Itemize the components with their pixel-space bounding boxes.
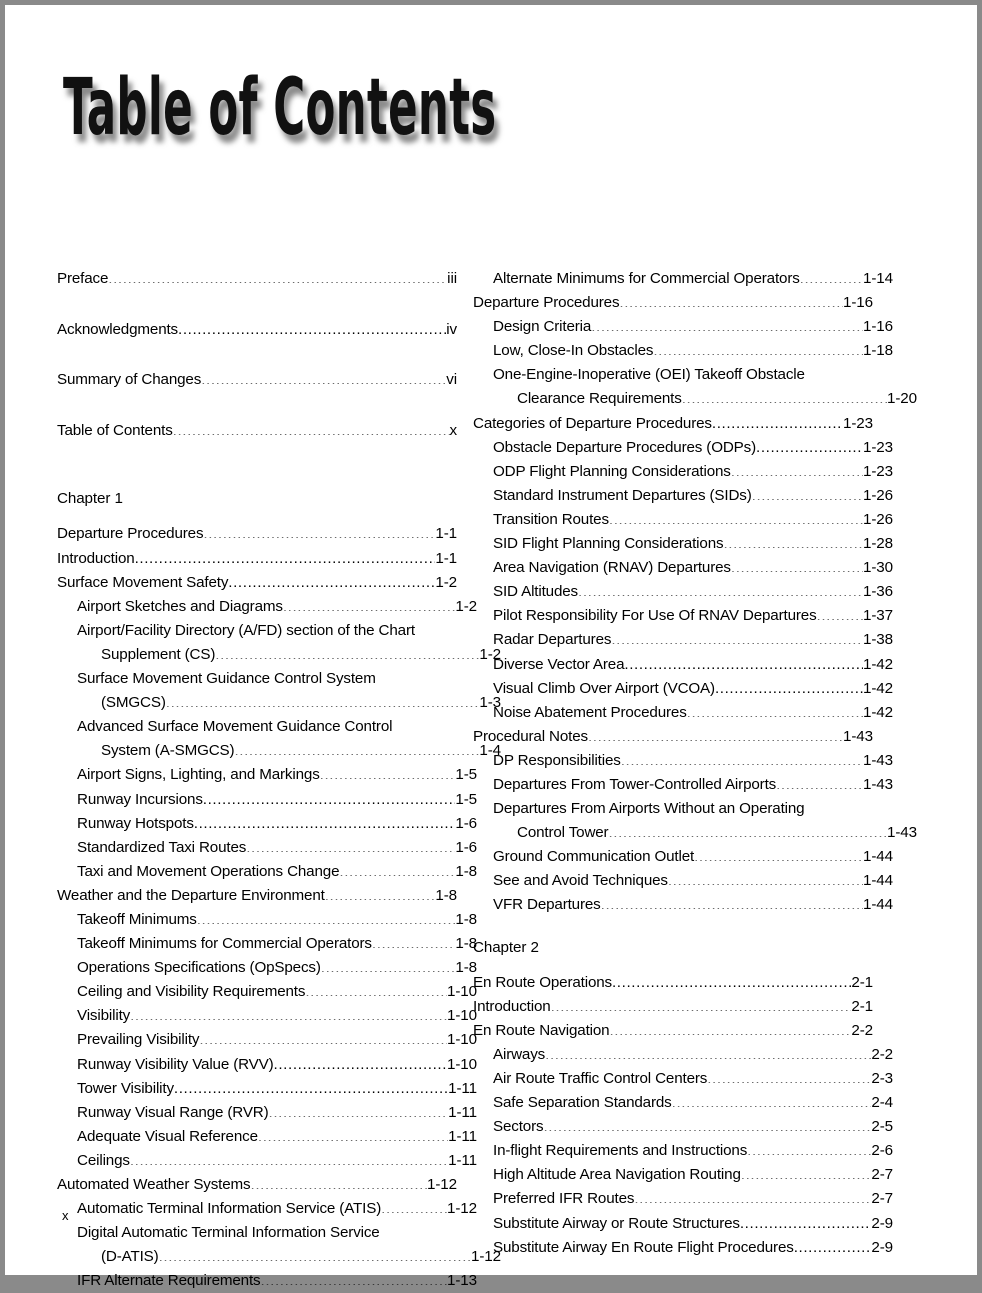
- toc-dot-leader: [817, 605, 863, 620]
- toc-entry[interactable]: [473, 363, 873, 387]
- toc-entry-page-number: 1-8: [455, 910, 477, 928]
- toc-entry-title: ODP Flight Planning Considerations: [493, 462, 731, 480]
- toc-dot-leader: [653, 340, 863, 355]
- toc-entry[interactable]: [57, 956, 477, 980]
- toc-dot-leader: [609, 509, 863, 524]
- toc-entry-page-number: 1-30: [863, 559, 893, 577]
- toc-dot-leader: [159, 1246, 471, 1261]
- toc-entry[interactable]: [57, 1125, 477, 1149]
- toc-entry-page-number: 1-23: [843, 414, 873, 432]
- toc-dot-leader: [747, 1140, 871, 1155]
- toc-entry[interactable]: [57, 1077, 477, 1101]
- toc-dot-leader: [199, 1029, 447, 1044]
- toc-entry-page-number: 1-6: [455, 814, 477, 832]
- chapter-label: Chapter 1: [57, 490, 123, 508]
- toc-entry-title: Sectors: [493, 1118, 544, 1136]
- toc-dot-leader: [591, 316, 863, 331]
- toc-dot-leader: [551, 996, 852, 1011]
- toc-entry[interactable]: [473, 1212, 893, 1236]
- toc-entry-page-number: 1-18: [863, 342, 893, 360]
- toc-entry-page-number: 2-6: [871, 1142, 893, 1160]
- toc-entry-title: Design Criteria: [493, 318, 592, 336]
- toc-dot-leader: [712, 412, 843, 427]
- toc-entry-title: Operations Specifications (OpSpecs): [77, 959, 321, 977]
- toc-entry-page-number: 1-13: [447, 1272, 477, 1290]
- toc-dot-leader: [687, 702, 863, 717]
- toc-dot-leader: [305, 981, 447, 996]
- toc-entry[interactable]: [473, 580, 893, 604]
- toc-entry-title: Advanced Surface Movement Guidance Control: [77, 718, 393, 736]
- toc-dot-leader: [624, 653, 863, 668]
- toc-entry[interactable]: [57, 1197, 477, 1221]
- toc-dot-leader: [723, 533, 863, 548]
- toc-entry-title: One-Engine-Inoperative (OEI) Takeoff Obstacle: [493, 366, 805, 384]
- toc-entry[interactable]: [473, 1019, 873, 1043]
- toc-entry-title: Runway Visual Range (RVR): [77, 1103, 269, 1121]
- toc-entry[interactable]: [473, 821, 917, 845]
- toc-entry-title: VFR Departures: [493, 896, 601, 914]
- toc-entry[interactable]: [473, 893, 893, 917]
- toc-entry-title: See and Avoid Techniques: [493, 872, 668, 890]
- toc-entry-title: High Altitude Area Navigation Routing: [493, 1166, 741, 1184]
- toc-entry-page-number: 2-2: [871, 1045, 893, 1063]
- toc-entry-page-number: 1-12: [447, 1200, 477, 1218]
- toc-entry-page-number: 1-23: [863, 462, 893, 480]
- toc-dot-leader: [108, 268, 447, 283]
- toc-entry-page-number: 1-20: [887, 390, 917, 408]
- toc-entry-page-number: 1-43: [863, 751, 893, 769]
- toc-entry[interactable]: [57, 908, 477, 932]
- toc-entry[interactable]: [473, 339, 893, 363]
- toc-entry-title: Airways: [493, 1045, 546, 1063]
- toc-entry-page-number: 2-2: [851, 1021, 873, 1039]
- toc-entry[interactable]: [473, 995, 873, 1019]
- toc-dot-leader: [261, 1270, 448, 1285]
- toc-entry-page-number: iii: [447, 270, 457, 287]
- toc-dot-leader: [672, 1092, 872, 1107]
- toc-entry-page-number: 1-8: [455, 862, 477, 880]
- toc-entry-page-number: 1-16: [863, 318, 893, 336]
- toc-entry-title: Safe Separation Standards: [493, 1094, 672, 1112]
- toc-entry[interactable]: [473, 1043, 893, 1067]
- toc-entry-page-number: 1-8: [435, 886, 457, 904]
- toc-entry-title: Categories of Departure Procedures: [473, 414, 712, 432]
- toc-entry-page-number: 1-43: [887, 824, 917, 842]
- toc-entry[interactable]: [57, 691, 501, 715]
- toc-dot-leader: [130, 1005, 447, 1020]
- toc-entry-title: Departure Procedures: [473, 294, 620, 312]
- toc-entry[interactable]: [57, 667, 457, 691]
- toc-dot-leader: [283, 596, 456, 611]
- toc-entry[interactable]: [57, 715, 457, 739]
- toc-entry-title: Weather and the Departure Environment: [57, 886, 325, 904]
- toc-entry-title: Runway Visibility Value (RVV): [77, 1055, 274, 1073]
- toc-entry[interactable]: [57, 1269, 477, 1293]
- toc-dot-leader: [258, 1126, 448, 1141]
- toc-entry[interactable]: [57, 595, 477, 619]
- toc-dot-leader: [228, 571, 435, 586]
- toc-entry-title: Takeoff Minimums for Commercial Operators: [77, 935, 372, 953]
- toc-entry[interactable]: [57, 547, 457, 571]
- toc-dot-leader: [668, 870, 863, 885]
- toc-columns: [5, 267, 977, 1290]
- toc-entry-page-number: 1-42: [863, 703, 893, 721]
- toc-entry-title: Alternate Minimums for Commercial Operators: [493, 270, 800, 287]
- toc-dot-leader: [135, 547, 436, 562]
- toc-dot-leader: [269, 1102, 449, 1117]
- toc-entry[interactable]: [473, 484, 893, 508]
- toc-entry-title: Tower Visibility: [77, 1079, 174, 1097]
- toc-entry-title: Noise Abatement Procedures: [493, 703, 687, 721]
- toc-dot-leader: [800, 268, 863, 283]
- toc-dot-leader: [197, 909, 456, 924]
- toc-dot-leader: [756, 436, 863, 451]
- toc-entry-page-number: 1-10: [447, 1055, 477, 1073]
- toc-dot-leader: [246, 837, 455, 852]
- toc-entry-title: Acknowledgments: [57, 320, 179, 338]
- toc-entry[interactable]: [473, 1187, 893, 1211]
- toc-entry[interactable]: [473, 1236, 893, 1260]
- toc-entry[interactable]: [57, 788, 477, 812]
- toc-dot-leader: [543, 1116, 871, 1131]
- toc-entry-title: Standardized Taxi Routes: [77, 838, 247, 856]
- toc-entry-title: En Route Operations: [473, 973, 612, 991]
- toc-entry[interactable]: [473, 532, 893, 556]
- toc-right-column: [473, 267, 917, 1260]
- toc-entry-title: Introduction: [57, 549, 135, 567]
- toc-entry[interactable]: [473, 677, 893, 701]
- toc-entry-page-number: 1-14: [863, 270, 893, 287]
- toc-entry-title: Preface: [57, 270, 109, 287]
- toc-entry-page-number: 1-11: [448, 1079, 477, 1097]
- toc-entry-title: Runway Incursions: [77, 790, 203, 808]
- toc-dot-leader: [634, 1188, 871, 1203]
- toc-entry-title: Airport Signs, Lighting, and Markings: [77, 766, 320, 784]
- toc-dot-leader: [609, 1020, 851, 1035]
- toc-entry[interactable]: [473, 869, 893, 893]
- toc-entry-page-number: 2-9: [871, 1238, 893, 1256]
- toc-dot-leader: [776, 774, 863, 789]
- toc-front-matter-entry[interactable]: [57, 419, 457, 443]
- toc-entry-page-number: 2-3: [871, 1070, 893, 1087]
- section-gap: [473, 918, 873, 936]
- toc-entry-title: IFR Alternate Requirements: [77, 1272, 261, 1290]
- toc-entry[interactable]: [473, 508, 893, 532]
- toc-entry-title: Airport/Facility Directory (A/FD) section of the Chart: [77, 621, 415, 639]
- toc-entry-title: Automated Weather Systems: [57, 1176, 251, 1193]
- toc-entry-title: Preferred IFR Routes: [493, 1190, 635, 1208]
- toc-entry-page-number: 1-8: [455, 935, 477, 953]
- toc-entry[interactable]: [473, 701, 893, 725]
- toc-dot-leader: [619, 292, 843, 307]
- footer-page-number: x: [62, 1208, 69, 1223]
- toc-entry[interactable]: [473, 797, 873, 821]
- toc-dot-leader: [130, 1150, 448, 1165]
- toc-entry-title: Surface Movement Safety: [57, 573, 229, 591]
- toc-dot-leader: [178, 318, 446, 333]
- toc-entry-title: (D-ATIS): [101, 1248, 159, 1266]
- toc-entry[interactable]: [473, 845, 893, 869]
- toc-entry-title: Departures From Tower-Controlled Airports: [493, 775, 777, 793]
- toc-entry-page-number: 1-44: [863, 848, 893, 866]
- toc-dot-leader: [578, 581, 863, 596]
- toc-dot-leader: [173, 420, 450, 435]
- toc-entry-page-number: 2-1: [851, 997, 873, 1015]
- toc-entry[interactable]: [57, 619, 457, 643]
- toc-entry-title: Ceilings: [77, 1151, 130, 1169]
- toc-entry-page-number: 1-43: [863, 775, 893, 793]
- toc-entry-page-number: 1-28: [863, 535, 893, 553]
- toc-entry[interactable]: [473, 1067, 893, 1091]
- toc-entry[interactable]: [57, 884, 457, 908]
- toc-dot-leader: [740, 1212, 871, 1227]
- toc-dot-leader: [321, 957, 456, 972]
- toc-entry-page-number: 1-2: [455, 597, 477, 615]
- toc-dot-leader: [203, 523, 435, 538]
- toc-entry-title: Radar Departures: [493, 631, 612, 649]
- toc-entry-page-number: 1-11: [448, 1103, 477, 1121]
- toc-dot-leader: [694, 846, 863, 861]
- toc-entry-page-number: 1-5: [455, 766, 477, 784]
- toc-entry[interactable]: [473, 1091, 893, 1115]
- toc-entry-title: Departure Procedures: [57, 525, 204, 543]
- toc-dot-leader: [611, 629, 863, 644]
- toc-entry[interactable]: [473, 1163, 893, 1187]
- toc-entry[interactable]: [473, 971, 873, 995]
- toc-entry-title: Surface Movement Guidance Control System: [77, 670, 376, 688]
- toc-dot-leader: [588, 726, 843, 741]
- toc-entry[interactable]: [57, 836, 477, 860]
- toc-entry-page-number: 2-1: [851, 973, 873, 991]
- page-title: Table of Contents: [63, 63, 497, 153]
- toc-dot-leader: [601, 894, 863, 909]
- toc-dot-leader: [707, 1068, 871, 1083]
- toc-entry-page-number: 1-42: [863, 679, 893, 697]
- toc-entry[interactable]: [473, 556, 893, 580]
- toc-entry[interactable]: [57, 860, 477, 884]
- toc-entry[interactable]: [473, 725, 873, 749]
- toc-entry-page-number: 1-6: [455, 838, 477, 856]
- toc-dot-leader: [194, 812, 456, 827]
- toc-entry[interactable]: [473, 1115, 893, 1139]
- toc-dot-leader: [731, 557, 863, 572]
- toc-entry-title: Adequate Visual Reference: [77, 1127, 258, 1145]
- toc-entry[interactable]: [57, 1173, 457, 1197]
- toc-front-matter-entry[interactable]: [57, 368, 457, 392]
- toc-dot-leader: [174, 1077, 448, 1092]
- toc-entry[interactable]: [57, 1028, 477, 1052]
- toc-entry-title: Introduction: [473, 997, 551, 1015]
- toc-entry-title: Runway Hotspots: [77, 814, 194, 832]
- toc-entry[interactable]: [57, 1245, 501, 1269]
- toc-left-column: [57, 267, 501, 1293]
- toc-entry-page-number: 1-38: [863, 631, 893, 649]
- toc-dot-leader: [545, 1044, 871, 1059]
- toc-entry-title: Departures From Airports Without an Operating: [493, 800, 805, 818]
- toc-entry[interactable]: [473, 1139, 893, 1163]
- toc-entry[interactable]: [473, 315, 893, 339]
- toc-entry-page-number: 1-44: [863, 896, 893, 914]
- toc-dot-leader: [372, 933, 455, 948]
- toc-dot-leader: [682, 388, 887, 403]
- toc-entry[interactable]: [57, 1221, 457, 1245]
- toc-entry-title: DP Responsibilities: [493, 751, 621, 769]
- toc-entry[interactable]: [473, 653, 893, 677]
- toc-entry-title: Automatic Terminal Information Service (ATIS): [77, 1200, 382, 1218]
- toc-entry[interactable]: [57, 932, 477, 956]
- toc-entry[interactable]: [57, 1004, 477, 1028]
- toc-dot-leader: [741, 1164, 872, 1179]
- toc-entry-title: Pilot Responsibility For Use Of RNAV Departures: [493, 607, 817, 625]
- toc-entry[interactable]: [473, 436, 893, 460]
- toc-entry-page-number: 1-2: [435, 573, 457, 591]
- toc-entry[interactable]: [57, 643, 501, 667]
- toc-entry[interactable]: [57, 763, 477, 787]
- toc-dot-leader: [234, 740, 479, 755]
- toc-entry-page-number: 1-8: [455, 959, 477, 977]
- toc-entry-title: In-flight Requirements and Instructions: [493, 1142, 748, 1160]
- toc-entry-page-number: 2-7: [871, 1190, 893, 1208]
- toc-entry[interactable]: [473, 387, 917, 411]
- toc-entry[interactable]: [57, 1053, 477, 1077]
- toc-entry-page-number: 1-36: [863, 583, 893, 601]
- toc-entry-title: (SMGCS): [101, 694, 166, 712]
- toc-dot-leader: [794, 1236, 872, 1251]
- toc-dot-leader: [339, 861, 455, 876]
- toc-entry-title: Diverse Vector Area: [493, 655, 625, 673]
- toc-entry[interactable]: [473, 291, 873, 315]
- toc-entry-title: Visibility: [77, 1007, 131, 1025]
- toc-entry-page-number: 1-43: [843, 727, 873, 745]
- toc-front-matter-entry[interactable]: [57, 267, 457, 291]
- toc-entry-title: Takeoff Minimums: [77, 910, 197, 928]
- toc-entry[interactable]: [473, 267, 893, 291]
- toc-entry-page-number: 1-16: [843, 294, 873, 312]
- toc-entry[interactable]: [57, 571, 457, 595]
- toc-dot-leader: [325, 885, 436, 900]
- toc-entry-title: SID Altitudes: [493, 583, 578, 601]
- toc-entry[interactable]: [57, 980, 477, 1004]
- toc-entry-page-number: 1-26: [863, 510, 893, 528]
- toc-entry-title: Prevailing Visibility: [77, 1031, 200, 1049]
- toc-entry[interactable]: [473, 460, 893, 484]
- document-page: [5, 5, 977, 1290]
- toc-entry-title: Taxi and Movement Operations Change: [77, 862, 340, 880]
- toc-entry[interactable]: [473, 604, 893, 628]
- toc-entry-title: Transition Routes: [493, 510, 609, 528]
- toc-entry-title: En Route Navigation: [473, 1021, 610, 1039]
- toc-entry-page-number: 1-23: [863, 438, 893, 456]
- toc-dot-leader: [166, 692, 480, 707]
- toc-entry-title: Substitute Airway En Route Flight Procedures: [493, 1238, 794, 1256]
- toc-entry[interactable]: [57, 739, 501, 763]
- toc-entry-title: SID Flight Planning Considerations: [493, 535, 724, 553]
- toc-entry-page-number: iv: [446, 320, 457, 338]
- toc-entry-page-number: 2-5: [871, 1118, 893, 1136]
- toc-entry-title: Clearance Requirements: [517, 390, 682, 408]
- toc-dot-leader: [731, 461, 863, 476]
- chapter-label: Chapter 2: [473, 938, 539, 956]
- toc-entry-title: Area Navigation (RNAV) Departures: [493, 559, 731, 577]
- toc-entry[interactable]: [473, 773, 893, 797]
- toc-entry-page-number: 1-11: [448, 1151, 477, 1169]
- toc-dot-leader: [201, 369, 446, 384]
- toc-entry[interactable]: [57, 522, 457, 546]
- toc-entry-page-number: 1-44: [863, 872, 893, 890]
- toc-entry-title: Summary of Changes: [57, 371, 202, 389]
- toc-entry-page-number: 2-9: [871, 1214, 893, 1232]
- toc-entry-title: Visual Climb Over Airport (VCOA): [493, 679, 715, 697]
- toc-dot-leader: [621, 750, 863, 765]
- toc-entry[interactable]: [473, 749, 893, 773]
- toc-entry-page-number: 1-12: [471, 1248, 501, 1266]
- toc-entry-title: Ceiling and Visibility Requirements: [77, 983, 306, 1001]
- toc-entry-title: Table of Contents: [57, 421, 173, 439]
- toc-entry-page-number: 2-4: [871, 1094, 893, 1112]
- toc-entry-page-number: 1-3: [479, 694, 501, 712]
- toc-entry-page-number: 1-26: [863, 486, 893, 504]
- toc-entry-page-number: 1-11: [448, 1127, 477, 1145]
- toc-dot-leader: [215, 644, 479, 659]
- toc-entry-title: Air Route Traffic Control Centers: [493, 1070, 708, 1087]
- toc-entry-page-number: 2-7: [871, 1166, 893, 1184]
- toc-front-matter-entry[interactable]: [57, 318, 457, 342]
- toc-entry[interactable]: [473, 628, 893, 652]
- toc-entry-page-number: 1-4: [479, 742, 501, 760]
- toc-entry-title: Standard Instrument Departures (SIDs): [493, 486, 752, 504]
- toc-entry-page-number: 1-10: [447, 1031, 477, 1049]
- toc-entry-title: Ground Communication Outlet: [493, 848, 695, 866]
- toc-dot-leader: [715, 677, 863, 692]
- toc-entry-page-number: 1-5: [455, 790, 477, 808]
- toc-dot-leader: [608, 822, 887, 837]
- toc-dot-leader: [320, 764, 456, 779]
- toc-entry[interactable]: [57, 1101, 477, 1125]
- toc-entry-title: Digital Automatic Terminal Information Service: [77, 1224, 380, 1242]
- toc-entry-title: Supplement (CS): [101, 645, 216, 663]
- toc-dot-leader: [203, 788, 456, 803]
- toc-entry-title: Substitute Airway or Route Structures: [493, 1214, 740, 1232]
- toc-entry[interactable]: [57, 812, 477, 836]
- toc-dot-leader: [251, 1174, 428, 1189]
- toc-dot-leader: [612, 971, 851, 986]
- toc-entry-title: Obstacle Departure Procedures (ODPs): [493, 438, 757, 456]
- toc-entry-page-number: 1-37: [863, 607, 893, 625]
- toc-entry-page-number: 1-10: [447, 1007, 477, 1025]
- toc-entry-page-number: vi: [446, 371, 457, 389]
- toc-entry-title: Low, Close-In Obstacles: [493, 342, 654, 360]
- toc-entry-title: Procedural Notes: [473, 727, 588, 745]
- toc-dot-leader: [752, 485, 863, 500]
- toc-entry[interactable]: [57, 1149, 477, 1173]
- toc-entry-page-number: 1-10: [447, 983, 477, 1001]
- toc-dot-leader: [381, 1198, 447, 1213]
- toc-entry-title: Airport Sketches and Diagrams: [77, 597, 283, 615]
- toc-entry-page-number: 1-1: [435, 525, 457, 543]
- toc-entry-title: System (A-SMGCS): [101, 742, 235, 760]
- toc-entry-page-number: 1-2: [479, 645, 501, 663]
- page-title-container: [63, 60, 863, 160]
- section-gap: [57, 469, 457, 487]
- toc-dot-leader: [274, 1053, 447, 1068]
- toc-entry-page-number: 1-12: [427, 1176, 457, 1193]
- toc-entry[interactable]: [473, 412, 873, 436]
- toc-entry-title: Control Tower: [517, 824, 609, 842]
- toc-entry-page-number: x: [449, 421, 457, 439]
- toc-entry-page-number: 1-42: [863, 655, 893, 673]
- toc-entry-page-number: 1-1: [435, 549, 457, 567]
